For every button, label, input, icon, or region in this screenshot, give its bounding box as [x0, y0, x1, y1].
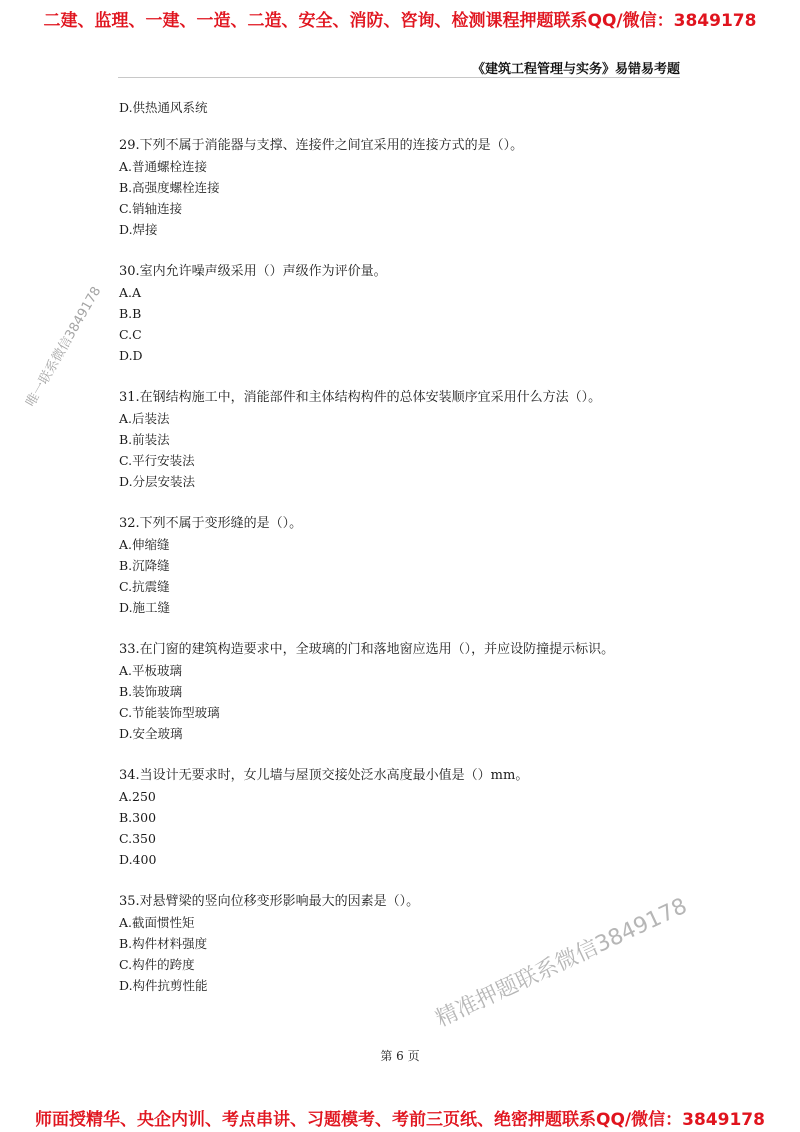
promo-banner-bottom: 师面授精华、央企内训、考点串讲、习题模考、考前三页纸、绝密押题联系QQ/微信：3849178 — [35, 1110, 765, 1130]
option-c: C.构件的跨度 — [119, 957, 195, 972]
question-list — [119, 97, 679, 1017]
option-d: D.安全玻璃 — [119, 726, 183, 741]
option-c: C.C — [119, 327, 142, 342]
option-a: A.250 — [119, 789, 156, 804]
question-33 — [119, 639, 679, 744]
document-title: 《建筑工程管理与实务》易错易考题 — [471, 62, 680, 77]
option-c: C.抗震缝 — [119, 579, 170, 594]
question-stem: 29.下列不属于消能器与支撑、连接件之间宜采用的连接方式的是（）。 — [119, 138, 524, 153]
option-a: A.A — [119, 285, 142, 300]
question-stem: 32.下列不属于变形缝的是（）。 — [119, 516, 303, 531]
option-d: D.焊接 — [119, 222, 158, 237]
option-a: A.伸缩缝 — [119, 537, 170, 552]
option-b: B.构件材料强度 — [119, 936, 208, 951]
page-number: 第 6 页 — [380, 1049, 420, 1063]
question-stem: 34.当设计无要求时，女儿墙与屋顶交接处泛水高度最小值是（）mm。 — [119, 768, 529, 783]
question-34 — [119, 765, 679, 870]
option-a: A.平板玻璃 — [119, 663, 183, 678]
header-divider — [118, 77, 680, 78]
promo-banner-top: 二建、监理、一建、一造、二造、安全、消防、咨询、检测课程押题联系QQ/微信：3849178 — [43, 11, 757, 31]
question-stem: 31.在钢结构施工中，消能部件和主体结构构件的总体安装顺序宜采用什么方法（）。 — [119, 390, 602, 405]
option-a: A.普通螺栓连接 — [119, 159, 208, 174]
option-b: B.沉降缝 — [119, 558, 170, 573]
option-b: B.高强度螺栓连接 — [119, 180, 220, 195]
question-stem: 33.在门窗的建筑构造要求中，全玻璃的门和落地窗应选用（），并应设防撞提示标识。 — [119, 642, 615, 657]
question-stem: 35.对悬臂梁的竖向位移变形影响最大的因素是（）。 — [119, 894, 420, 909]
option-b: B.装饰玻璃 — [119, 684, 183, 699]
option-c: C.销轴连接 — [119, 201, 183, 216]
option-d: D.D — [119, 348, 143, 363]
option-d: D.施工缝 — [119, 600, 171, 615]
option-c: C.平行安装法 — [119, 453, 195, 468]
question-32 — [119, 513, 679, 618]
watermark-contact-left: 唯一联系微信3849178 — [23, 284, 105, 410]
option-d: D.400 — [119, 852, 157, 867]
option-b: B.B — [119, 306, 142, 321]
option-c: C.节能装饰型玻璃 — [119, 705, 220, 720]
option-a: A.截面惯性矩 — [119, 915, 195, 930]
option-a: A.后装法 — [119, 411, 170, 426]
carryover-option: D.供热通风系统 — [119, 100, 208, 115]
option-b: B.300 — [119, 810, 157, 825]
option-d: D.构件抗剪性能 — [119, 978, 208, 993]
question-29 — [119, 135, 679, 240]
option-b: B.前装法 — [119, 432, 170, 447]
option-d: D.分层安装法 — [119, 474, 196, 489]
watermark-contact-right: 精准押题联系微信3849178 — [432, 893, 691, 1033]
question-31 — [119, 387, 679, 492]
option-c: C.350 — [119, 831, 156, 846]
question-30 — [119, 261, 679, 366]
question-stem: 30.室内允许噪声级采用（）声级作为评价量。 — [119, 264, 387, 279]
